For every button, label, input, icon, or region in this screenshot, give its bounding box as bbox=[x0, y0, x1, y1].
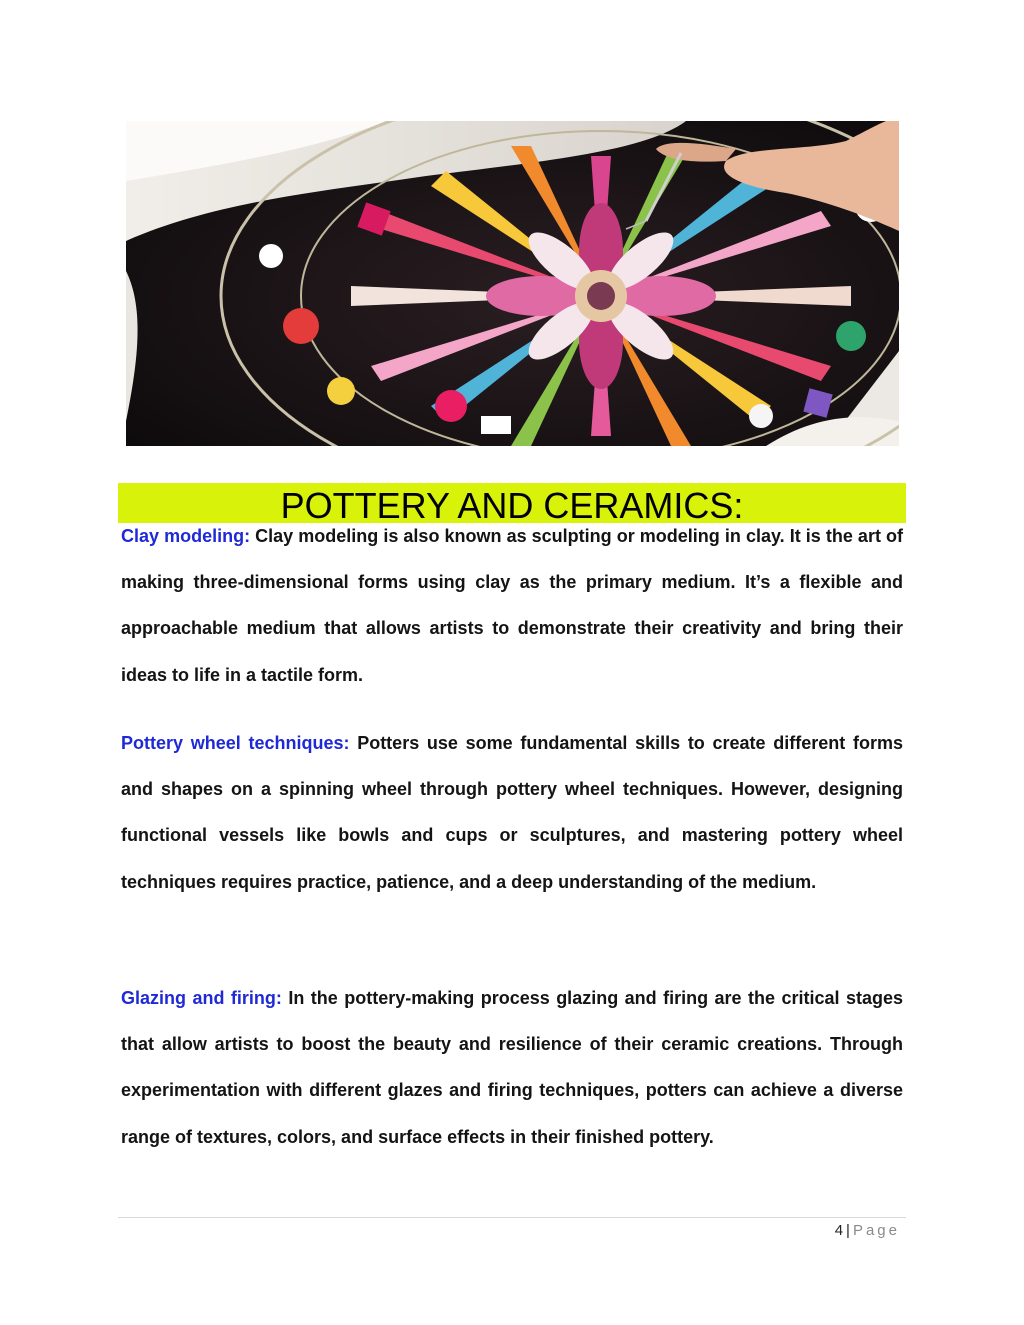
term-glazing-firing: Glazing and firing: bbox=[121, 988, 282, 1008]
footer-divider bbox=[118, 1217, 906, 1218]
term-pottery-wheel: Pottery wheel techniques: bbox=[121, 733, 350, 753]
paragraph-glazing-firing bbox=[121, 975, 903, 1160]
text-glazing-firing: In the pottery-making process glazing and firing are the critical stages that allow artists to boost the beauty and resilience of their ceramic creations. Through experimentation with different glazes and firing techniques, potters can achieve a diverse range of textures, colors, and surface effects in their finished pottery. bbox=[121, 988, 903, 1147]
page-number: 4 bbox=[834, 1222, 844, 1239]
paragraph-pottery-wheel bbox=[121, 720, 903, 905]
page-number-footer bbox=[835, 1222, 900, 1239]
text-clay-modeling: Clay modeling is also known as sculpting or modeling in clay. It is the art of making three-dimensional forms using clay as the primary medium. It’s a flexible and approachable medium that allows artists to demonstrate their creativity and bring their ideas to life in a tactile form. bbox=[121, 526, 903, 685]
page-heading: POTTERY AND CERAMICS: bbox=[280, 485, 744, 526]
embroidery-illustration bbox=[126, 121, 899, 446]
page-word: Page bbox=[852, 1222, 900, 1239]
term-clay-modeling: Clay modeling: bbox=[121, 526, 251, 546]
text-pottery-wheel: Potters use some fundamental skills to create different forms and shapes on a spinning wheel through pottery wheel techniques. However, designing functional vessels like bowls and cups or sculptures, and mastering pottery wheel techniques requires practice, patience, and a deep understanding of the medium. bbox=[121, 733, 903, 892]
embroidery-photo bbox=[126, 121, 899, 446]
page-separator: | bbox=[846, 1222, 850, 1239]
paragraph-clay-modeling bbox=[121, 513, 903, 698]
